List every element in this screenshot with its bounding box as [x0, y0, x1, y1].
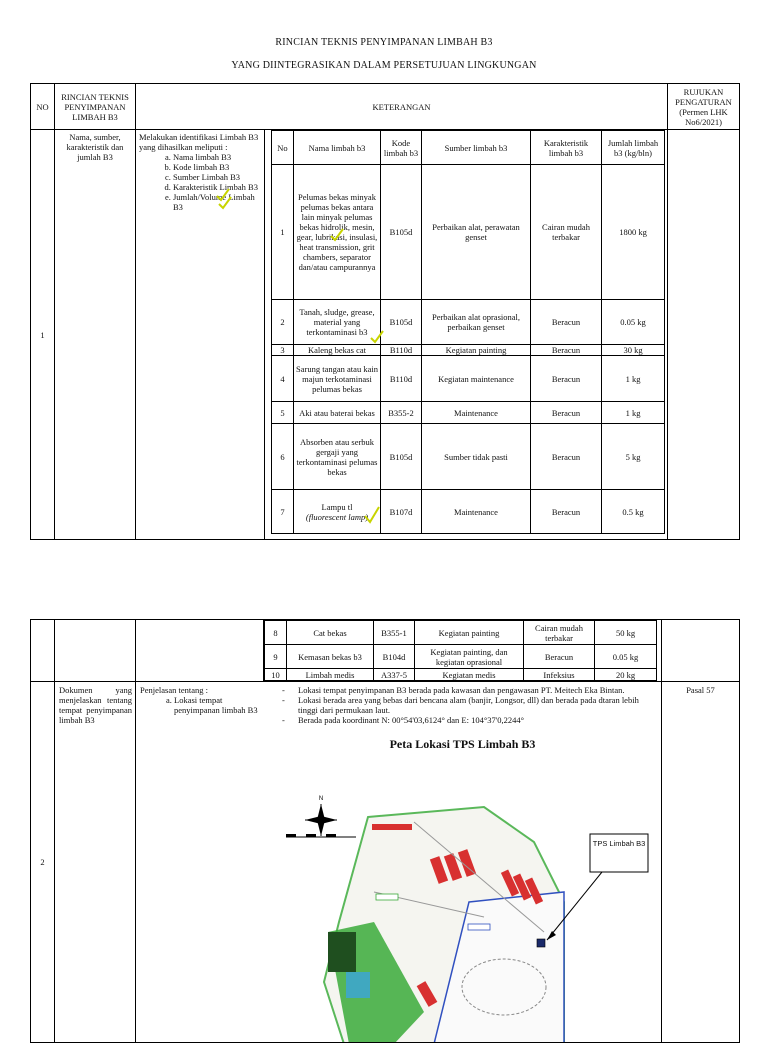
col-sumber: Sumber limbah b3 [422, 131, 531, 165]
table-row [272, 300, 665, 345]
list-item: d. Karakteristik Limbah B3 [173, 182, 264, 192]
row-karakteristik: Beracun [524, 645, 595, 669]
row-karakteristik: Infeksius [524, 669, 595, 681]
row-jumlah: 1 kg [602, 356, 665, 402]
row-jumlah: 1800 kg [602, 165, 665, 300]
row-sumber: Kegiatan painting [415, 621, 524, 645]
row-nama: Kemasan bekas b3 [287, 645, 374, 669]
row-nama: Pelumas bekas minyak pelumas bekas antara lain minyak pelumas bekas hidrolik, mesin, gear, lubrikasi, insulasi, heat transmission, grit chambers, separator dan/atau campurannya [294, 165, 381, 300]
section1-description [136, 130, 264, 539]
row-jumlah: 0.05 kg [602, 300, 665, 345]
row-sumber: Maintenance [422, 490, 531, 534]
header-rujukan: RUJUKAN PENGATURAN (Permen LHK No6/2021) [668, 84, 740, 130]
row-nama: Tanah, sludge, grease, material yang terkontaminasi b3 [294, 300, 381, 345]
section2-no: 2 [31, 682, 55, 1043]
header-rincian: RINCIAN TEKNIS PENYIMPANAN LIMBAH B3 [55, 84, 136, 130]
row-kode: B107d [381, 490, 422, 534]
row-nama: Kaleng bekas cat [294, 345, 381, 356]
list-item: a. Nama limbah B3 [173, 152, 264, 162]
site-map [264, 782, 661, 1042]
table-row [265, 645, 657, 669]
row-sumber: Maintenance [422, 402, 531, 424]
page2-table [30, 619, 740, 1043]
row-no: 4 [272, 356, 294, 402]
section2-bullets [264, 685, 661, 725]
row-nama: Aki atau baterai bekas [294, 402, 381, 424]
row-kode: B105d [381, 424, 422, 490]
row-jumlah: 0.5 kg [602, 490, 665, 534]
section1-rujukan [668, 130, 740, 540]
document-title: RINCIAN TEKNIS PENYIMPANAN LIMBAH B3 [275, 37, 493, 48]
row-sumber: Kegiatan medis [415, 669, 524, 681]
row-no: 3 [272, 345, 294, 356]
table-row [272, 424, 665, 490]
row-no: 7 [272, 490, 294, 534]
checkmark-icon [370, 330, 384, 344]
row-no: 8 [265, 621, 287, 645]
col-jumlah: Jumlah limbah b3 (kg/bln) [602, 131, 665, 165]
row-sumber: Sumber tidak pasti [422, 424, 531, 490]
row-kode: B104d [374, 645, 415, 669]
row-karakteristik: Cairan mudah terbakar [524, 621, 595, 645]
row-jumlah: 50 kg [595, 621, 657, 645]
map-title: Peta Lokasi TPS Limbah B3 [389, 737, 536, 751]
col-nama: Nama limbah b3 [294, 131, 381, 165]
checkmark-icon [330, 228, 344, 242]
table-row [265, 669, 657, 681]
section2-desc-intro: Penjelasan tentang : [140, 685, 208, 695]
row-karakteristik: Beracun [531, 345, 602, 356]
row-nama-text: Lampu tl [321, 501, 353, 512]
row-nama: Limbah medis [287, 669, 374, 681]
row-kode: B355-1 [374, 621, 415, 645]
row-kode: B105d [381, 300, 422, 345]
list-item: - Lokasi tempat penyimpanan B3 berada pada kawasan dan pengawasan PT. Meitech Eka Bintan. [264, 685, 655, 695]
row-karakteristik: Beracun [531, 300, 602, 345]
row-no: 6 [272, 424, 294, 490]
list-item: c. Sumber Limbah B3 [173, 172, 264, 182]
col-no: No [272, 131, 294, 165]
section1-rincian: Nama, sumber, karakteristik dan jumlah B3 [55, 130, 136, 540]
list-item: - Lokasi berada area yang bebas dari bencana alam (banjir, Longsor, dll) dan berada pada dtaran lebih tinggi dari permukaan laut. [264, 695, 655, 715]
section2-description [136, 682, 264, 1042]
row-karakteristik: Beracun [531, 356, 602, 402]
row-no: 5 [272, 402, 294, 424]
table-row [272, 356, 665, 402]
row-no: 9 [265, 645, 287, 669]
section1-no: 1 [31, 130, 55, 540]
tps-marker-icon [537, 939, 545, 947]
row-karakteristik: Beracun [531, 490, 602, 534]
row-sumber: Perbaikan alat oprasional, perbaikan genset [422, 300, 531, 345]
list-item: a. Lokasi tempat penyimpanan limbah B3 [174, 695, 264, 715]
row-jumlah: 5 kg [602, 424, 665, 490]
header-no: NO [31, 84, 55, 130]
list-item: - Berada pada koordinant N: 00°54'03,6124° dan E: 104°37'0,2244° [264, 715, 655, 725]
tps-callout-label: TPS Limbah B3 [592, 839, 646, 848]
row-jumlah: 0.05 kg [595, 645, 657, 669]
waste-table [271, 130, 665, 534]
row-kode: B355-2 [381, 402, 422, 424]
row-no: 1 [272, 165, 294, 300]
row-jumlah: 1 kg [602, 402, 665, 424]
section1-desc-intro: Melakukan identifikasi Limbah B3 yang dihasilkan meliputi : [139, 132, 259, 152]
section1-desc-list [139, 152, 264, 212]
table-row [272, 345, 665, 356]
section2-desc-list [140, 695, 264, 715]
checkmark-icon [218, 196, 232, 210]
col-kode: Kode limbah b3 [381, 131, 422, 165]
svg-text:N: N [318, 796, 324, 802]
row-nama: Sarung tangan atau kain majun terkotaminasi pelumas bekas [294, 356, 381, 402]
document-subtitle: YANG DIINTEGRASIKAN DALAM PERSETUJUAN LINGKUNGAN [231, 60, 537, 71]
row-sumber: Kegiatan maintenance [422, 356, 531, 402]
row-jumlah: 30 kg [602, 345, 665, 356]
table-row [265, 621, 657, 645]
list-item: e. Jumlah/Volume Limbah B3 [173, 192, 264, 212]
row-sumber: Kegiatan painting, dan kegiatan oprasional [415, 645, 524, 669]
row-no: 10 [265, 669, 287, 681]
row-jumlah: 20 kg [595, 669, 657, 681]
row-sumber: Kegiatan painting [422, 345, 531, 356]
row-kode: B110d [381, 345, 422, 356]
row-kode: A337-5 [374, 669, 415, 681]
col-karakteristik: Karakteristik limbah b3 [531, 131, 602, 165]
row-nama-italic: (fluorescent lamp) [305, 511, 369, 522]
row-no: 2 [272, 300, 294, 345]
row-karakteristik: Beracun [531, 424, 602, 490]
table-row [272, 490, 665, 534]
north-arrow-icon [286, 796, 356, 837]
page1-table [30, 83, 740, 540]
row-nama: Cat bekas [287, 621, 374, 645]
row-kode: B105d [381, 165, 422, 300]
row-nama: Absorben atau serbuk gergaji yang terkontaminasi pelumas bekas [294, 424, 381, 490]
section2-rincian: Dokumen yang menjelaskan tentang tempat penyimpanan limbah B3 [55, 682, 136, 1043]
header-keterangan: KETERANGAN [136, 84, 668, 130]
waste-table-continued [264, 620, 657, 681]
section2-rujukan: Pasal 57 [662, 682, 740, 1043]
row-kode: B110d [381, 356, 422, 402]
row-karakteristik: Cairan mudah terbakar [531, 165, 602, 300]
row-sumber: Perbaikan alat, perawatan genset [422, 165, 531, 300]
checkmark-icon [364, 506, 380, 524]
row-karakteristik: Beracun [531, 402, 602, 424]
table-row [272, 402, 665, 424]
list-item: b. Kode limbah B3 [173, 162, 264, 172]
